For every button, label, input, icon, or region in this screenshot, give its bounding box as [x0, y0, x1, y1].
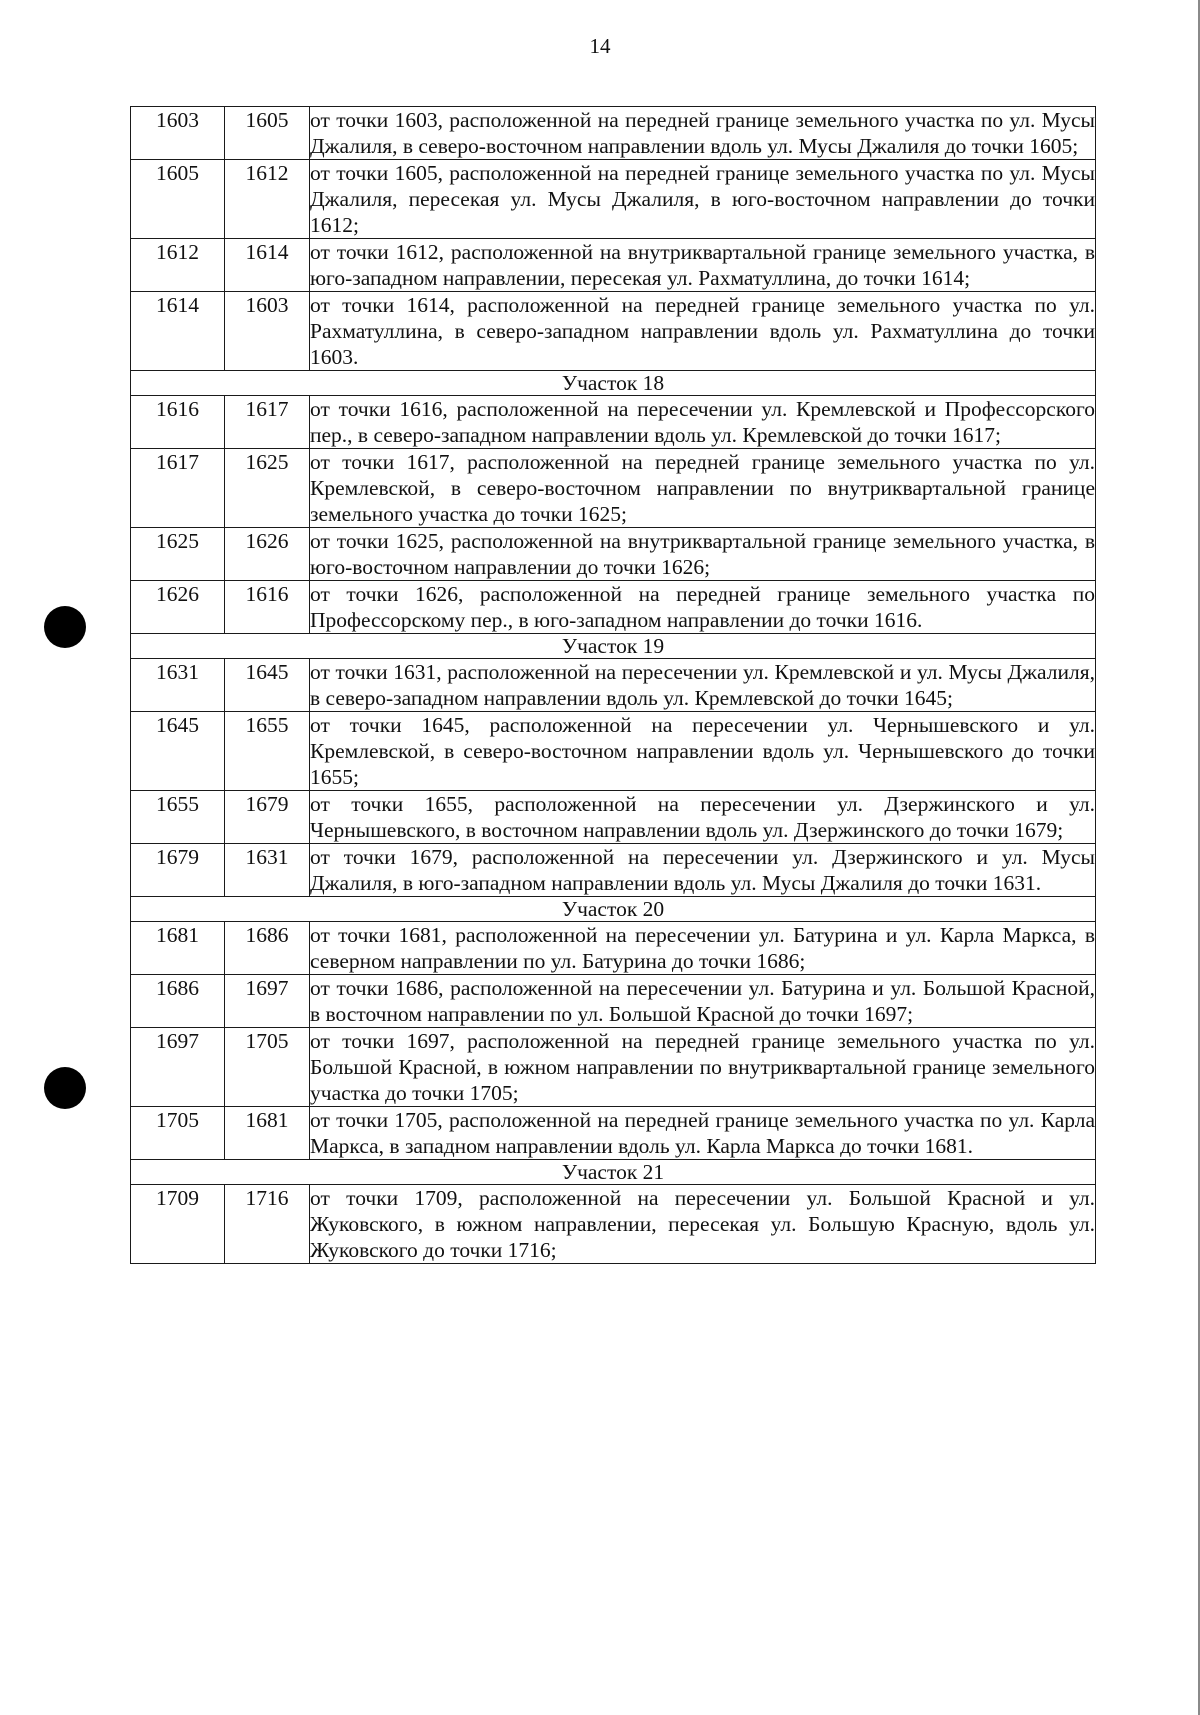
table-row: [131, 659, 1096, 712]
boundary-description: от точки 1645, расположенной на пересечении ул. Чернышевского и ул. Кремлевской, в северо-восточном направлении вдоль ул. Чернышевского до точки 1655;: [310, 713, 1095, 789]
to-point: 1617: [225, 396, 310, 449]
from-point: 1686: [131, 975, 225, 1028]
table-row: [131, 712, 1096, 791]
boundary-description: от точки 1605, расположенной на передней границе земельного участка по ул. Мусы Джалиля, пересекая ул. Мусы Джалиля, в юго-восточном направлении до точки 1612;: [310, 161, 1095, 237]
boundary-description: от точки 1686, расположенной на пересечении ул. Батурина и ул. Большой Красной, в восточном направлении по ул. Большой Красной до точки 1697;: [310, 976, 1095, 1026]
table-body: [131, 107, 1096, 1264]
from-point: 1655: [131, 791, 225, 844]
to-point: 1625: [225, 449, 310, 528]
boundary-description: от точки 1697, расположенной на передней границе земельного участка по ул. Большой Красной, в южном направлении по внутриквартальной границе земельного участка до точки 1705;: [310, 1029, 1095, 1105]
table-row: [131, 107, 1096, 160]
from-point: 1605: [131, 160, 225, 239]
from-point: 1612: [131, 239, 225, 292]
boundary-description: от точки 1625, расположенной на внутриквартальной границе земельного участка, в юго-восточном направлении до точки 1626;: [310, 529, 1095, 579]
section-title: Участок 19: [131, 634, 1096, 659]
to-point: 1716: [225, 1185, 310, 1264]
to-point: 1686: [225, 922, 310, 975]
from-point: 1603: [131, 107, 225, 160]
page-number: 14: [589, 34, 611, 58]
table-row: [131, 922, 1096, 975]
to-point: 1603: [225, 292, 310, 371]
boundary-description: от точки 1612, расположенной на внутриквартальной границе земельного участка, в юго-западном направлении, пересекая ул. Рахматуллина, до точки 1614;: [310, 240, 1095, 290]
section-header-row: [131, 897, 1096, 922]
boundary-description: от точки 1631, расположенной на пересечении ул. Кремлевской и ул. Мусы Джалиля, в северо-западном направлении вдоль ул. Кремлевской до точки 1645;: [310, 660, 1095, 710]
table-row: [131, 581, 1096, 634]
table-row: [131, 528, 1096, 581]
table-row: [131, 1185, 1096, 1264]
to-point: 1697: [225, 975, 310, 1028]
boundary-description: от точки 1655, расположенной на пересечении ул. Дзержинского и ул. Чернышевского, в восточном направлении вдоль ул. Дзержинского до точки 1679;: [310, 792, 1095, 842]
boundary-description: от точки 1603, расположенной на передней границе земельного участка по ул. Мусы Джалиля, в северо-восточном направлении вдоль ул. Мусы Джалиля до точки 1605;: [310, 108, 1095, 158]
from-point: 1617: [131, 449, 225, 528]
table-row: [131, 1028, 1096, 1107]
to-point: 1631: [225, 844, 310, 897]
to-point: 1605: [225, 107, 310, 160]
from-point: 1705: [131, 1107, 225, 1160]
to-point: 1614: [225, 239, 310, 292]
table-row: [131, 791, 1096, 844]
to-point: 1655: [225, 712, 310, 791]
boundary-description: от точки 1709, расположенной на пересечении ул. Большой Красной и ул. Жуковского, в южном направлении, пересекая ул. Большую Красную, вдоль ул. Жуковского до точки 1716;: [310, 1186, 1095, 1262]
table-row: [131, 844, 1096, 897]
section-title: Участок 18: [131, 371, 1096, 396]
boundary-description: от точки 1614, расположенной на передней границе земельного участка по ул. Рахматуллина, в северо-западном направлении вдоль ул. Рахматуллина до точки 1603.: [310, 293, 1095, 369]
table-row: [131, 449, 1096, 528]
table-row: [131, 1107, 1096, 1160]
from-point: 1625: [131, 528, 225, 581]
table-row: [131, 975, 1096, 1028]
section-header-row: [131, 634, 1096, 659]
section-title: Участок 20: [131, 897, 1096, 922]
punch-hole-upper: [44, 606, 86, 648]
to-point: 1679: [225, 791, 310, 844]
boundary-description: от точки 1705, расположенной на передней границе земельного участка по ул. Карла Маркса, в западном направлении вдоль ул. Карла Маркса до точки 1681.: [310, 1108, 1095, 1158]
from-point: 1697: [131, 1028, 225, 1107]
boundary-description: от точки 1626, расположенной на передней границе земельного участка по Профессорскому пер., в юго-западном направлении до точки 1616.: [310, 582, 1095, 632]
boundary-table: [130, 106, 1096, 1264]
section-header-row: [131, 1160, 1096, 1185]
boundary-description: от точки 1617, расположенной на передней границе земельного участка по ул. Кремлевской, в северо-восточном направлении по внутриквартальной границе земельного участка до точки 1625;: [310, 450, 1095, 526]
from-point: 1681: [131, 922, 225, 975]
to-point: 1681: [225, 1107, 310, 1160]
from-point: 1626: [131, 581, 225, 634]
from-point: 1679: [131, 844, 225, 897]
from-point: 1631: [131, 659, 225, 712]
table-row: [131, 396, 1096, 449]
table-row: [131, 160, 1096, 239]
from-point: 1616: [131, 396, 225, 449]
boundary-description: от точки 1679, расположенной на пересечении ул. Дзержинского и ул. Мусы Джалиля, в юго-западном направлении вдоль ул. Мусы Джалиля до точки 1631.: [310, 845, 1095, 895]
to-point: 1645: [225, 659, 310, 712]
section-header-row: [131, 371, 1096, 396]
to-point: 1705: [225, 1028, 310, 1107]
boundary-description: от точки 1616, расположенной на пересечении ул. Кремлевской и Профессорского пер., в северо-западном направлении вдоль ул. Кремлевской до точки 1617;: [310, 397, 1095, 447]
table-row: [131, 292, 1096, 371]
from-point: 1709: [131, 1185, 225, 1264]
punch-hole-lower: [44, 1067, 86, 1109]
section-title: Участок 21: [131, 1160, 1096, 1185]
from-point: 1614: [131, 292, 225, 371]
to-point: 1616: [225, 581, 310, 634]
boundary-description: от точки 1681, расположенной на пересечении ул. Батурина и ул. Карла Маркса, в северном направлении по ул. Батурина до точки 1686;: [310, 923, 1095, 973]
to-point: 1626: [225, 528, 310, 581]
table-row: [131, 239, 1096, 292]
to-point: 1612: [225, 160, 310, 239]
from-point: 1645: [131, 712, 225, 791]
